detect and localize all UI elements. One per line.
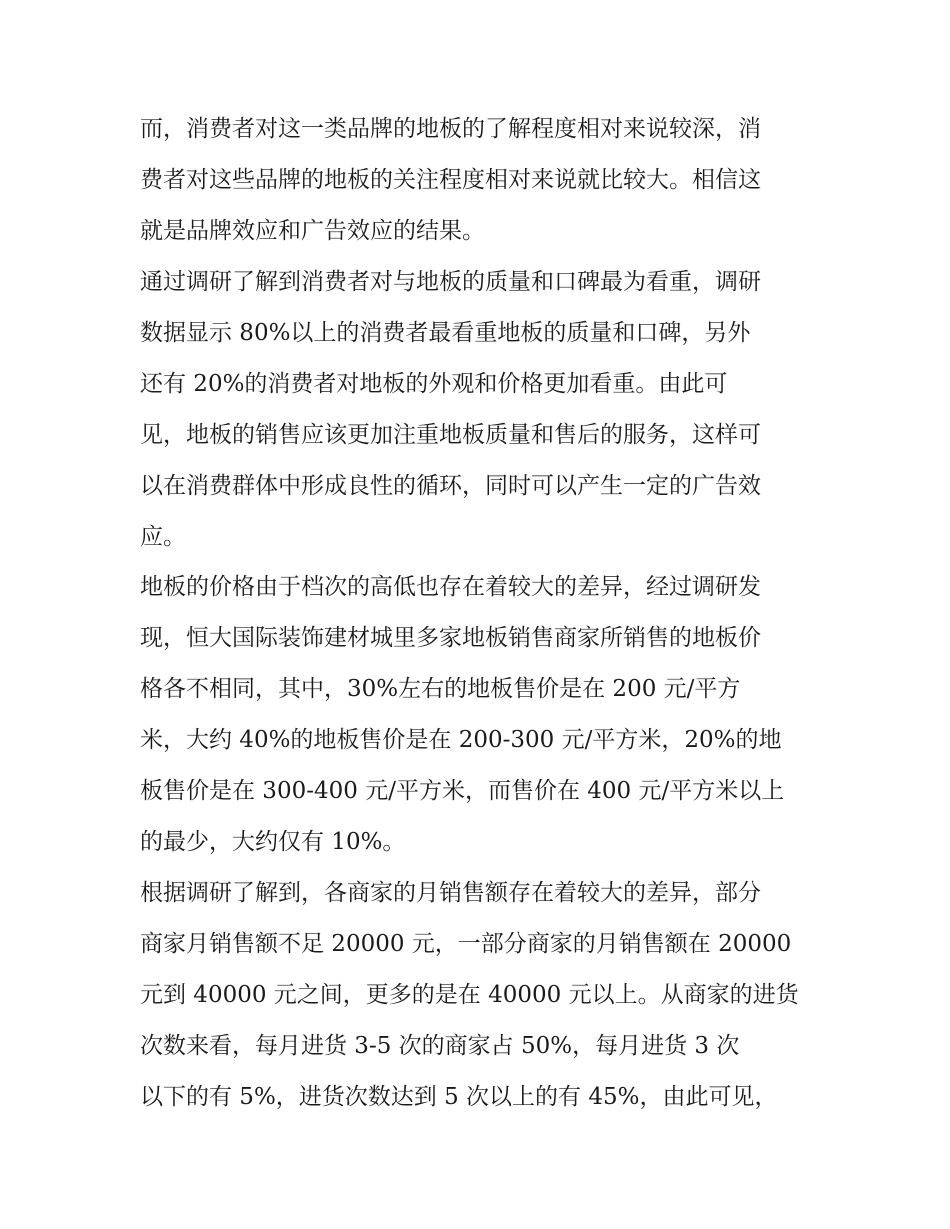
paragraph-1 <box>140 104 812 257</box>
text-line: 现，恒大国际装饰建材城里多家地板销售商家所销售的地板价 <box>140 625 761 652</box>
text-line: 格各不相同，其中，30%左右的地板售价是在 200 元/平方 <box>140 676 741 703</box>
text-line: 地板的价格由于档次的高低也存在着较大的差异，经过调研发 <box>140 574 761 601</box>
text-line: 以下的有 5%，进货次数达到 5 次以上的有 45%，由此可见， <box>140 1083 778 1110</box>
text-line: 见，地板的销售应该更加注重地板质量和售后的服务，这样可 <box>140 421 761 448</box>
text-line: 元到 40000 元之间，更多的是在 40000 元以上。从商家的进货 <box>140 981 799 1008</box>
paragraph-2 <box>140 257 812 563</box>
document-body <box>140 104 812 1123</box>
text-line: 通过调研了解到消费者对与地板的质量和口碑最为看重，调研 <box>140 268 761 295</box>
text-line: 米，大约 40%的地板售价是在 200-300 元/平方米，20%的地 <box>140 727 782 754</box>
text-line: 还有 20%的消费者对地板的外观和价格更加看重。由此可 <box>140 370 728 397</box>
text-line: 就是品牌效应和广告效应的结果。 <box>140 217 485 244</box>
text-line: 应。 <box>140 523 186 550</box>
paragraph-3 <box>140 562 812 868</box>
text-line: 根据调研了解到，各商家的月销售额存在着较大的差异，部分 <box>140 880 761 907</box>
text-line: 次数来看，每月进货 3-5 次的商家占 50%，每月进货 3 次 <box>140 1032 740 1059</box>
text-line: 以在消费群体中形成良性的循环，同时可以产生一定的广告效 <box>140 472 761 499</box>
text-line: 费者对这些品牌的地板的关注程度相对来说就比较大。相信这 <box>140 166 761 193</box>
text-line: 而，消费者对这一类品牌的地板的了解程度相对来说较深，消 <box>140 116 761 142</box>
text-line: 商家月销售额不足 20000 元，一部分商家的月销售额在 20000 <box>140 931 792 957</box>
text-line: 的最少，大约仅有 10%。 <box>140 829 406 856</box>
paragraph-4 <box>140 868 812 1123</box>
text-line: 数据显示 80%以上的消费者最看重地板的质量和口碑，另外 <box>140 319 751 346</box>
text-line: 板售价是在 300-400 元/平方米，而售价在 400 元/平方米以上 <box>140 778 785 805</box>
